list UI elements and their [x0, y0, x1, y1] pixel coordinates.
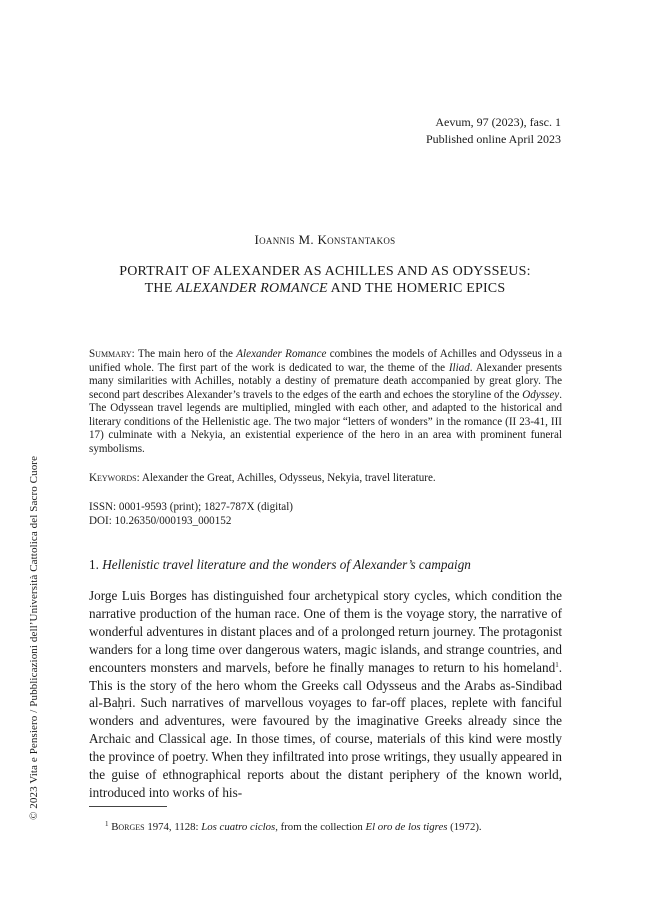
footnote-italic: El oro de los tigres: [365, 821, 448, 833]
body-text: Jorge Luis Borges has distinguished four archetypical story cycles, which condition the narrative production of the human race. One of them is the voyage story, the narrative of wonderful adventures in distant places and of a prolonged return journey. The protagonist wanders for a long time over dangerous waters, magic islands, and strange countries, and encounters monsters and marvels, before he finally manages to return to his homeland: [89, 588, 562, 675]
footnote-text: 1974, 1128:: [144, 821, 202, 833]
journal-info: [426, 114, 561, 148]
identifiers: [89, 501, 562, 528]
footnote-text: , from the collection: [275, 821, 366, 833]
publication-date: Published online April 2023: [426, 132, 561, 146]
title-line-1: PORTRAIT OF ALEXANDER AS ACHILLES AND AS ODYSSEUS:: [119, 264, 531, 279]
title-line-2: [0, 280, 650, 297]
footnote-divider: [89, 806, 167, 807]
section-title: Hellenistic travel literature and the wonders of Alexander’s campaign: [102, 557, 471, 572]
summary-text: . Alexander presents many similarities with Achilles, notably a destiny of premature death accompanied by great glory. The second part describes Alexander’s travels to the edges of the earth and echoes the storyline of the: [89, 361, 562, 401]
summary-text: The main hero of the: [134, 348, 237, 360]
summary-text: combines the models of Achilles and Odysseus in a unified whole. The first part of the work is dedicated to war, the theme of the: [89, 348, 562, 374]
footnote-author: Borges: [111, 821, 145, 833]
footnote-mark: 1: [105, 820, 109, 828]
doi: DOI: 10.26350/000193_000152: [89, 514, 232, 527]
footnote: [105, 818, 482, 834]
footnote-text: (1972).: [447, 821, 482, 833]
section-number: 1.: [89, 557, 103, 572]
summary-italic: Odyssey: [522, 388, 560, 401]
issn: ISSN: 0001-9593 (print); 1827-787X (digital): [89, 501, 293, 513]
keywords: [89, 472, 562, 486]
keywords-label: Keywords:: [89, 472, 140, 484]
author-name: Ioannis M. Konstantakos: [254, 232, 396, 247]
paper-title: [0, 263, 650, 297]
keywords-text: Alexander the Great, Achilles, Odysseus, Nekyia, travel literature.: [139, 472, 436, 484]
summary-text: . The Odyssean travel legends are multiplied, mingled with each other, and adapted to the historical and literary conditions of the Hellenistic age. The two major “letters of wonders” in the romance (II 23-41, III 17) culminate with a Nekyia, an existential experience of the hero in an area with prominent funeral symbolisms.: [89, 388, 562, 455]
journal-citation: Aevum, 97 (2023), fasc. 1: [435, 115, 561, 129]
copyright-notice: © 2023 Vita e Pensiero / Pubblicazioni dell’Università Cattolica del Sacro Cuore: [28, 455, 40, 820]
section-heading: [89, 557, 471, 573]
footnote-italic: Los cuatro ciclos: [201, 821, 276, 833]
summary: [89, 348, 562, 456]
summary-italic: Alexander Romance: [236, 348, 327, 360]
footnote-reference[interactable]: 1: [555, 660, 559, 669]
title-italic: ALEXANDER ROMANCE: [176, 281, 328, 296]
body-paragraph: [89, 587, 562, 802]
title-text: AND THE HOMERIC EPICS: [327, 281, 506, 296]
summary-italic: Iliad: [448, 361, 470, 374]
body-text: . This is the story of the hero whom the Greeks call Odysseus and the Arabs as-Sindibad al-Baḥri. Such narratives of marvellous voyages to far-off places, replete with fanciful wonders and adventures, were favoured by the imaginative Greeks already since the Archaic and Classical age. In those times, of course, materials of this kind were mostly the province of poetry. When they infiltrated into prose writings, they usually appeared in the guise of ethnographical reports about the distant periphery of the known world, introduced into works of his-: [89, 659, 562, 800]
summary-label: Summary:: [89, 348, 135, 360]
title-text: THE: [144, 281, 177, 296]
